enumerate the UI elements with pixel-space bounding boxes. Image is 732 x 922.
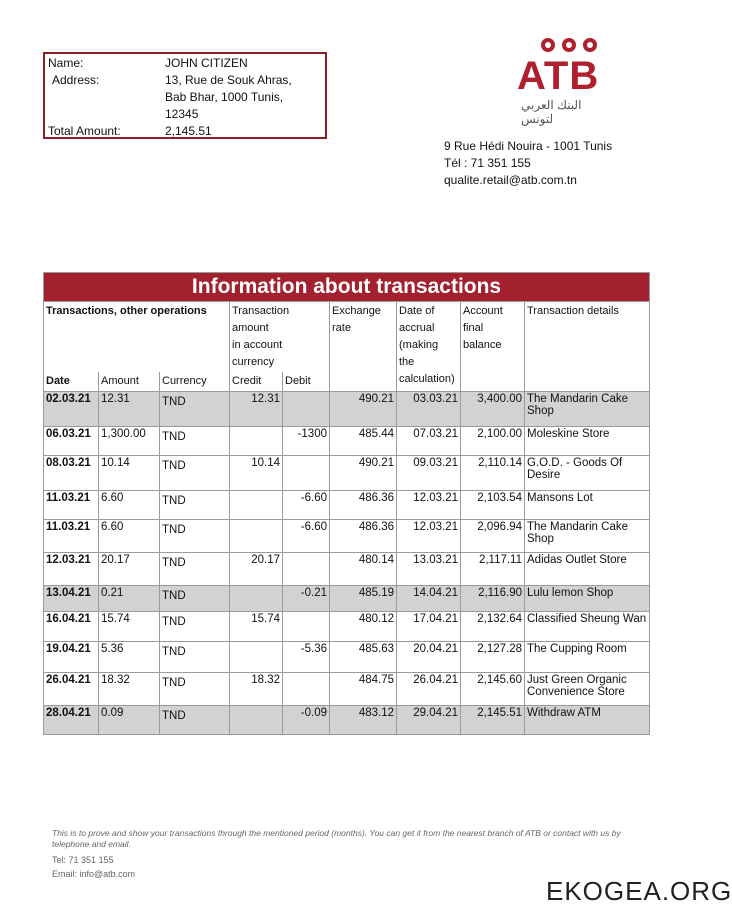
row-currency: TND	[160, 427, 230, 456]
total-amount: 2,145.51	[165, 124, 212, 138]
table-row	[44, 706, 650, 735]
atb-logo	[515, 36, 615, 126]
row-exchange-rate: 484.75	[330, 673, 397, 706]
transactions-body	[44, 392, 650, 735]
table-row	[44, 612, 650, 642]
row-currency: TND	[160, 520, 230, 553]
table-row	[44, 586, 650, 612]
row-credit: 10.14	[230, 456, 283, 491]
header-line: in account	[232, 339, 283, 351]
header-line: the	[399, 356, 415, 368]
row-accrual-date: 12.03.21	[397, 520, 461, 553]
bank-address: 9 Rue Hédi Nouira - 1001 Tunis	[444, 139, 613, 153]
row-accrual-date: 13.03.21	[397, 553, 461, 586]
row-accrual-date: 12.03.21	[397, 491, 461, 520]
row-date: 02.03.21	[44, 392, 99, 427]
row-amount: 12.31	[99, 392, 160, 427]
table-row	[44, 491, 650, 520]
row-balance: 2,116.90	[461, 586, 525, 612]
row-details: Just Green Organic Convenience Store	[525, 673, 650, 706]
row-date: 12.03.21	[44, 553, 99, 586]
table-row	[44, 642, 650, 673]
header-line: rate	[332, 322, 351, 334]
row-accrual-date: 20.04.21	[397, 642, 461, 673]
row-balance: 2,117.11	[461, 553, 525, 586]
header-line: Transaction	[232, 305, 290, 317]
row-credit	[230, 491, 283, 520]
row-accrual-date: 29.04.21	[397, 706, 461, 735]
row-credit: 18.32	[230, 673, 283, 706]
row-exchange-rate: 485.63	[330, 642, 397, 673]
row-exchange-rate: 480.12	[330, 612, 397, 642]
address-line: Bab Bhar, 1000 Tunis,	[165, 90, 284, 104]
header-line: Exchange	[332, 305, 381, 317]
row-date: 11.03.21	[44, 520, 99, 553]
row-amount: 5.36	[99, 642, 160, 673]
row-date: 06.03.21	[44, 427, 99, 456]
row-currency: TND	[160, 612, 230, 642]
row-debit: -0.09	[283, 706, 330, 735]
row-currency: TND	[160, 491, 230, 520]
row-accrual-date: 17.04.21	[397, 612, 461, 642]
row-details: The Cupping Room	[525, 642, 650, 673]
row-credit	[230, 427, 283, 456]
table-row	[44, 427, 650, 456]
row-credit	[230, 642, 283, 673]
header-line: Date of	[399, 305, 435, 317]
row-exchange-rate: 480.14	[330, 553, 397, 586]
header-line: final	[463, 322, 484, 334]
row-date: 16.04.21	[44, 612, 99, 642]
header-transactions-group: Transactions, other operations	[44, 302, 230, 373]
footer-email: Email: info@atb.com	[52, 869, 136, 879]
row-date: 11.03.21	[44, 491, 99, 520]
row-credit: 15.74	[230, 612, 283, 642]
row-balance: 2,110.14	[461, 456, 525, 491]
header-line: (making	[399, 339, 439, 351]
header-line: Account	[463, 305, 503, 317]
row-currency: TND	[160, 642, 230, 673]
customer-name: JOHN CITIZEN	[165, 56, 248, 70]
header-exchange-rate	[330, 302, 397, 392]
header-currency: Currency	[160, 372, 230, 392]
row-credit	[230, 520, 283, 553]
row-exchange-rate: 486.36	[330, 520, 397, 553]
row-credit	[230, 586, 283, 612]
header-line: amount	[232, 322, 269, 334]
customer-address-row	[45, 72, 325, 123]
row-balance: 2,100.00	[461, 427, 525, 456]
header-line: currency	[232, 356, 275, 368]
row-debit	[283, 392, 330, 427]
row-balance: 2,132.64	[461, 612, 525, 642]
row-details: Adidas Outlet Store	[525, 553, 650, 586]
address-label: Address:	[52, 73, 100, 87]
row-amount: 20.17	[99, 553, 160, 586]
table-row	[44, 673, 650, 706]
row-balance: 2,096.94	[461, 520, 525, 553]
customer-info-box	[43, 52, 327, 139]
row-credit: 12.31	[230, 392, 283, 427]
row-debit: -0.21	[283, 586, 330, 612]
row-balance: 3,400.00	[461, 392, 525, 427]
row-debit	[283, 612, 330, 642]
row-exchange-rate: 490.21	[330, 392, 397, 427]
watermark: EKOGEA.ORG	[546, 876, 732, 906]
row-details: Withdraw ATM	[525, 706, 650, 735]
row-debit: -6.60	[283, 520, 330, 553]
row-amount: 15.74	[99, 612, 160, 642]
row-details: Classified Sheung Wan	[525, 612, 650, 642]
row-details: The Mandarin Cake Shop	[525, 392, 650, 427]
header-final-balance	[461, 302, 525, 392]
address-line: 12345	[165, 107, 199, 121]
row-debit	[283, 456, 330, 491]
row-credit: 20.17	[230, 553, 283, 586]
row-accrual-date: 07.03.21	[397, 427, 461, 456]
name-label: Name:	[48, 56, 84, 70]
row-debit	[283, 673, 330, 706]
row-accrual-date: 09.03.21	[397, 456, 461, 491]
transactions-table	[43, 272, 650, 735]
table-row	[44, 520, 650, 553]
table-row	[44, 392, 650, 427]
row-details: G.O.D. - Goods Of Desire	[525, 456, 650, 491]
row-date: 28.04.21	[44, 706, 99, 735]
row-exchange-rate: 490.21	[330, 456, 397, 491]
logo-emblem-icon	[539, 36, 599, 54]
header-transaction-details: Transaction details	[525, 302, 650, 392]
header-credit: Credit	[230, 372, 283, 392]
row-currency: TND	[160, 392, 230, 427]
row-debit: -1300	[283, 427, 330, 456]
logo-text: ATB	[517, 54, 600, 98]
row-debit: -5.36	[283, 642, 330, 673]
row-details: Moleskine Store	[525, 427, 650, 456]
row-amount: 1,300.00	[99, 427, 160, 456]
total-amount-row	[45, 123, 325, 140]
header-accrual-date	[397, 302, 461, 392]
header-line: calculation)	[399, 373, 455, 385]
header-date: Date	[44, 372, 99, 392]
row-accrual-date: 14.04.21	[397, 586, 461, 612]
row-details: The Mandarin Cake Shop	[525, 520, 650, 553]
row-credit	[230, 706, 283, 735]
row-balance: 2,145.60	[461, 673, 525, 706]
header-amount: Amount	[99, 372, 160, 392]
row-balance: 2,103.54	[461, 491, 525, 520]
customer-name-row	[45, 55, 325, 72]
row-exchange-rate: 485.44	[330, 427, 397, 456]
footer-note: This is to prove and show your transactions through the mentioned period (months). You can get it from the nearest branch of ATB or contact with us by telephone and email.	[52, 828, 621, 849]
row-debit	[283, 553, 330, 586]
row-currency: TND	[160, 586, 230, 612]
table-row	[44, 456, 650, 491]
row-balance: 2,145.51	[461, 706, 525, 735]
row-amount: 0.21	[99, 586, 160, 612]
table-row	[44, 553, 650, 586]
bank-phone: Tél : 71 351 155	[444, 156, 531, 170]
header-amount-in-currency	[230, 302, 330, 373]
footer-phone: Tel: 71 351 155	[52, 855, 114, 865]
row-date: 08.03.21	[44, 456, 99, 491]
customer-address	[165, 72, 325, 123]
bank-contact	[444, 138, 612, 189]
row-accrual-date: 26.04.21	[397, 673, 461, 706]
row-amount: 6.60	[99, 520, 160, 553]
row-exchange-rate: 486.36	[330, 491, 397, 520]
header-debit: Debit	[283, 372, 330, 392]
row-details: Lulu lemon Shop	[525, 586, 650, 612]
row-date: 26.04.21	[44, 673, 99, 706]
row-accrual-date: 03.03.21	[397, 392, 461, 427]
row-amount: 0.09	[99, 706, 160, 735]
header-line: balance	[463, 339, 502, 351]
bank-email: qualite.retail@atb.com.tn	[444, 173, 577, 187]
row-exchange-rate: 483.12	[330, 706, 397, 735]
row-currency: TND	[160, 706, 230, 735]
row-balance: 2,127.28	[461, 642, 525, 673]
row-amount: 18.32	[99, 673, 160, 706]
row-debit: -6.60	[283, 491, 330, 520]
header-line: accrual	[399, 322, 435, 334]
table-title: Information about transactions	[44, 273, 650, 302]
row-amount: 10.14	[99, 456, 160, 491]
total-label: Total Amount:	[48, 124, 121, 138]
logo-arabic-text: البنك العربي لتونس	[521, 98, 582, 126]
row-date: 19.04.21	[44, 642, 99, 673]
row-details: Mansons Lot	[525, 491, 650, 520]
row-currency: TND	[160, 673, 230, 706]
row-currency: TND	[160, 553, 230, 586]
row-date: 13.04.21	[44, 586, 99, 612]
row-amount: 6.60	[99, 491, 160, 520]
row-exchange-rate: 485.19	[330, 586, 397, 612]
footer	[52, 828, 632, 881]
row-currency: TND	[160, 456, 230, 491]
address-line: 13, Rue de Souk Ahras,	[165, 73, 292, 87]
